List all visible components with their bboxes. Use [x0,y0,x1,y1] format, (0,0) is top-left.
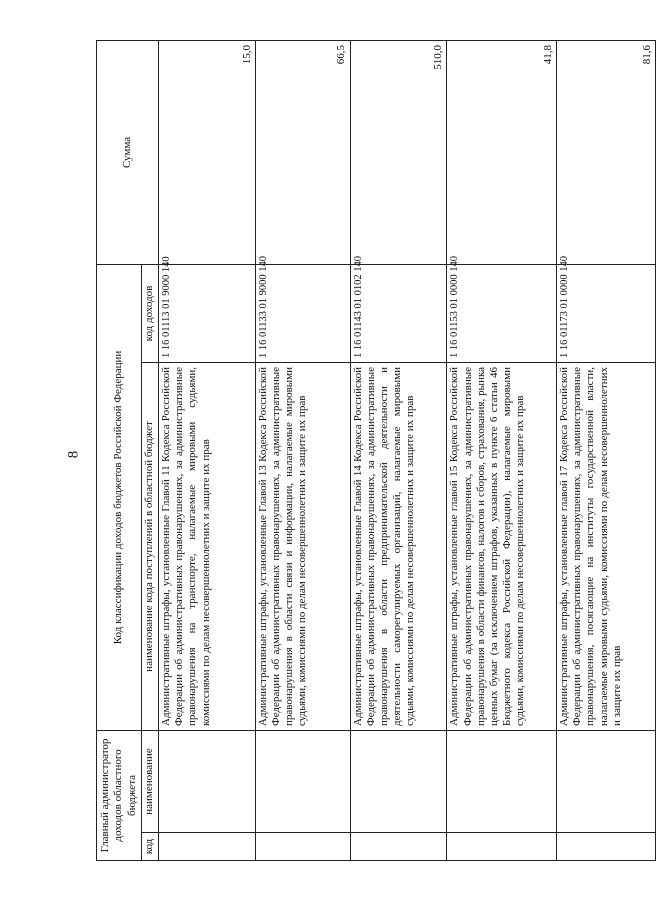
description-cell: Административные штрафы, установленные главой 17 Кодекса Российской Федерации об административных правонарушениях, за административные правонарушения, посягающие на институты государственной власти, налагаемые мировыми судьями, комиссиями по делам несовершеннолетних и защите их прав [556,362,655,730]
description-cell: Административные штрафы, установленные главой 15 Кодекса Российской Федерации об административных правонарушениях, за административные правонарушения в области финансов, налогов и сборов, страхования, рынка ценных бумаг (за исключением штрафов, указанных в пункте 6 статьи 46 Бюджетного кодекса Российской Федерации), налагаемые мировыми судьями, комиссиями по делам несовершеннолетних и защите их прав [447,362,557,730]
budget-name-header: наименование кода поступлений в областной бюджет [141,362,158,730]
admin-group-header: Главный администратор доходов областного бюджета [97,730,142,860]
page-number: 8 [65,450,82,459]
admin-code-cell [255,833,350,861]
admin-name-cell [556,730,655,832]
table-row [350,40,447,860]
rotated-table-container [96,41,656,861]
income-code-cell: 1 16 01133 01 9000 140 [255,264,350,362]
description-cell: Административные штрафы, установленные Главой 11 Кодекса Российской Федерации об административных правонарушениях, за административные правонарушения на транспорте, налагаемые мировыми судьями, комиссиями по делам несовершеннолетних и защите их прав [158,362,255,730]
classification-group-header: Код классификации доходов бюджетов Российской Федерации [97,264,142,730]
income-code-cell: 1 16 01113 01 9000 140 [158,264,255,362]
admin-name-cell [350,730,447,832]
income-code-cell: 1 16 01143 01 0102 140 [350,264,447,362]
admin-code-cell [158,833,255,861]
table-row [158,40,255,860]
admin-code-cell [556,833,655,861]
sum-cell: 510,0 [350,40,447,264]
admin-name-cell [447,730,557,832]
sum-header: Сумма [97,40,159,264]
table-row [556,40,655,860]
description-cell: Административные штрафы, установленные Главой 13 Кодекса Российской Федерации об административных правонарушениях, за административные правонарушения в области связи и информации, налагаемые мировыми судьями, комиссиями по делам несовершеннолетних и защите их прав [255,362,350,730]
sum-cell: 41,8 [447,40,557,264]
admin-name-cell [158,730,255,832]
admin-code-header: код [141,833,158,861]
admin-code-cell [350,833,447,861]
description-cell: Административные штрафы, установленные Главой 14 Кодекса Российской Федерации об административных правонарушениях, за административные правонарушения в области предпринимательской деятельности и деятельности саморегулируемых организаций, налагаемые мировыми судьями, комиссиями по делам несовершеннолетних и защите их прав [350,362,447,730]
sum-cell: 66,5 [255,40,350,264]
income-code-cell: 1 16 01173 01 0000 140 [556,264,655,362]
admin-name-cell [255,730,350,832]
income-code-cell: 1 16 01153 01 0000 140 [447,264,557,362]
table-row [447,40,557,860]
income-classification-table [96,40,656,861]
admin-name-header: наименование [141,730,158,832]
header-row-top [97,40,142,860]
sum-cell: 15,0 [158,40,255,264]
admin-code-cell [447,833,557,861]
sum-cell: 81,6 [556,40,655,264]
table-row [255,40,350,860]
income-code-header: код доходов [141,264,158,362]
